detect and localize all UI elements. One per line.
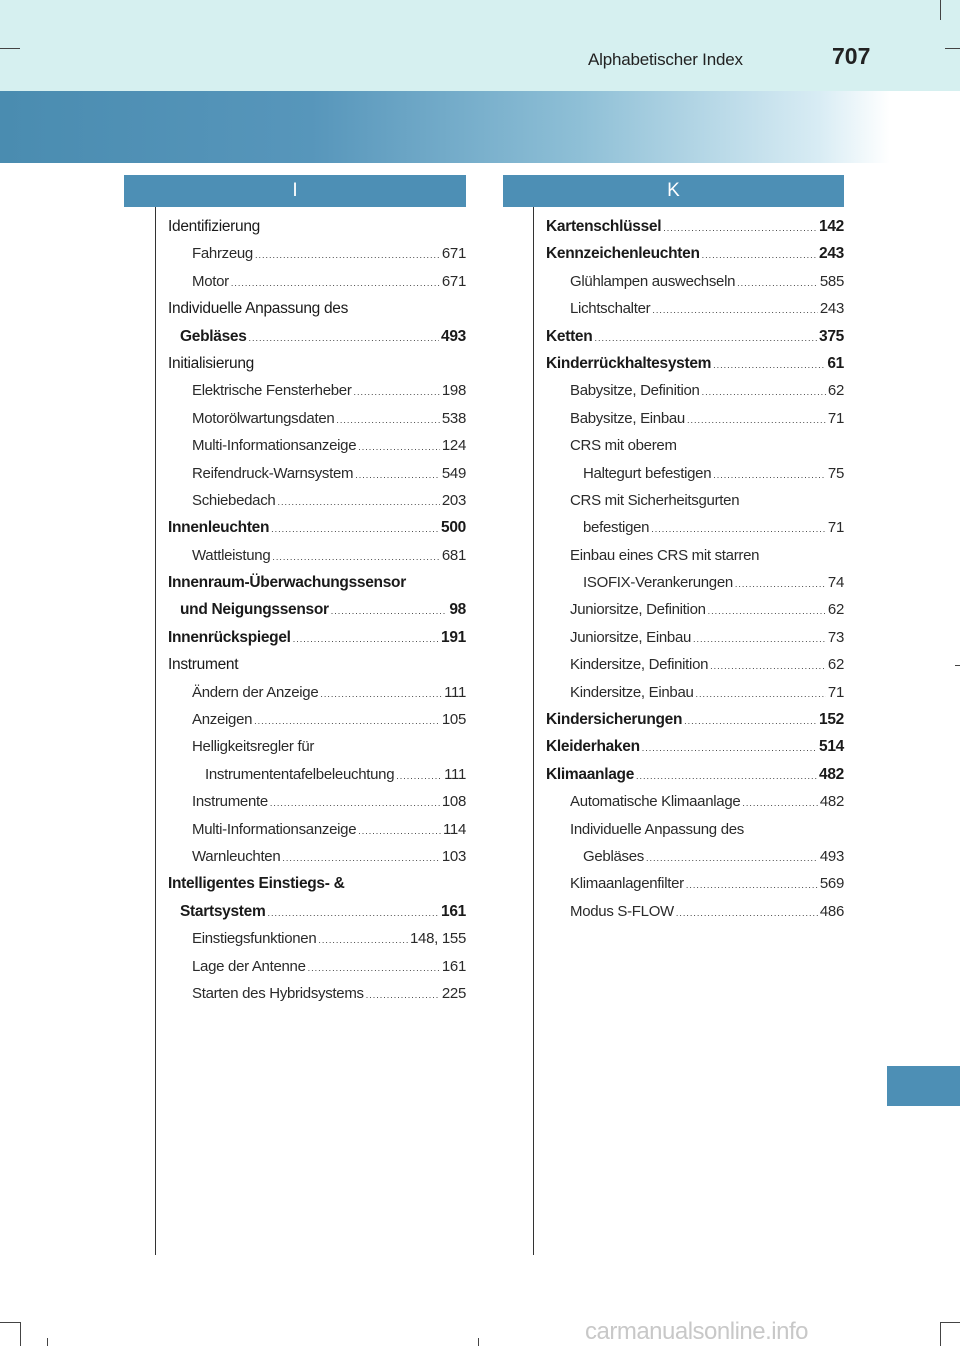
index-page-ref: 161 xyxy=(441,957,466,975)
index-entry xyxy=(546,240,844,267)
dot-leader xyxy=(355,462,440,489)
index-term: Klimaanlagenfilter xyxy=(570,875,684,893)
index-entry xyxy=(168,460,466,487)
page-number: 707 xyxy=(832,43,871,69)
index-page-ref: 142 xyxy=(819,218,844,235)
index-entry xyxy=(168,980,466,1007)
index-entry xyxy=(168,843,466,870)
crop-mark xyxy=(478,1338,479,1346)
index-entry xyxy=(546,706,844,733)
index-term: CRS mit Sicherheitsgurten xyxy=(570,491,740,509)
index-page-ref: 493 xyxy=(441,327,466,345)
index-entry xyxy=(546,487,844,514)
index-page-ref: 62 xyxy=(827,656,844,674)
index-entry xyxy=(168,514,466,541)
dot-leader xyxy=(684,708,817,735)
index-term: Babysitze, Definition xyxy=(570,382,700,400)
index-page-ref: 108 xyxy=(441,793,466,811)
dot-leader xyxy=(308,955,440,982)
index-page-ref: 514 xyxy=(819,738,844,756)
index-entry xyxy=(168,213,466,240)
index-entry xyxy=(168,870,466,897)
watermark: carmanualsonline.info xyxy=(585,1318,808,1345)
index-page-ref: 111 xyxy=(444,683,466,701)
index-term: Kindersitze, Einbau xyxy=(570,683,694,701)
index-entry xyxy=(168,651,466,678)
index-page-ref: 671 xyxy=(441,245,466,263)
index-entry xyxy=(546,542,844,569)
index-term: Kinderrückhaltesystem xyxy=(546,354,712,372)
index-page-ref: 152 xyxy=(819,711,844,729)
dot-leader xyxy=(693,626,826,653)
dot-leader xyxy=(636,763,817,790)
index-entry xyxy=(168,624,466,651)
index-entry xyxy=(546,213,844,240)
index-entry xyxy=(168,405,466,432)
index-term: Intelligentes Einstiegs- & xyxy=(168,875,345,893)
index-page-ref: 103 xyxy=(441,847,466,865)
index-entry xyxy=(168,377,466,404)
dot-leader xyxy=(293,626,439,653)
index-term: Lage der Antenne xyxy=(192,957,306,975)
index-term: Gebläses xyxy=(583,847,644,865)
index-entry xyxy=(168,679,466,706)
dot-leader xyxy=(320,681,442,708)
index-entry xyxy=(546,460,844,487)
index-entry xyxy=(546,514,844,541)
column-divider-right xyxy=(533,207,534,1255)
index-term: Kindersitze, Definition xyxy=(570,656,709,674)
index-term: Identifizierung xyxy=(168,218,261,235)
index-entry xyxy=(168,898,466,925)
column-divider-left xyxy=(155,207,156,1255)
dot-leader xyxy=(642,735,817,762)
index-page-ref: 105 xyxy=(441,711,466,729)
index-entry xyxy=(546,569,844,596)
crop-mark xyxy=(0,48,20,49)
dot-leader xyxy=(336,407,439,434)
index-term: Elektrische Fensterheber xyxy=(192,382,352,400)
index-entry xyxy=(168,487,466,514)
dot-leader xyxy=(713,352,825,379)
index-entry xyxy=(546,432,844,459)
index-entry xyxy=(168,706,466,733)
index-entry xyxy=(546,596,844,623)
index-entry xyxy=(546,679,844,706)
index-term: Juniorsitze, Einbau xyxy=(570,628,692,646)
index-page-ref: 114 xyxy=(442,820,466,838)
index-entry xyxy=(546,761,844,788)
dot-leader xyxy=(282,845,439,872)
index-term: Innenrückspiegel xyxy=(168,628,291,646)
index-entry xyxy=(168,953,466,980)
index-term: Ketten xyxy=(546,327,593,345)
index-entry xyxy=(168,432,466,459)
index-page-ref: 243 xyxy=(819,300,844,318)
section-header-k: K xyxy=(503,175,844,207)
index-entry xyxy=(168,733,466,760)
index-entry xyxy=(546,788,844,815)
dot-leader xyxy=(742,790,817,817)
index-page-ref: 191 xyxy=(441,628,466,646)
dot-leader xyxy=(696,681,826,708)
index-term: Ändern der Anzeige xyxy=(192,683,319,701)
index-term: Modus S-FLOW xyxy=(570,902,674,920)
index-entry xyxy=(168,788,466,815)
dot-leader xyxy=(686,872,818,899)
index-term: Innenraum-Überwachungssensor xyxy=(168,574,406,592)
dot-leader xyxy=(231,270,440,297)
index-term: Startsystem xyxy=(180,902,266,920)
index-column-k xyxy=(546,213,844,925)
chapter-thumb-tab xyxy=(887,1066,960,1106)
index-page-ref: 62 xyxy=(827,382,844,400)
index-page-ref: 62 xyxy=(827,601,844,619)
index-term: Kartenschlüssel xyxy=(546,218,662,235)
index-entry xyxy=(168,925,466,952)
index-entry xyxy=(546,268,844,295)
index-term: Fahrzeug xyxy=(192,245,253,263)
index-page-ref: 74 xyxy=(827,574,844,592)
index-term: Motorölwartungsdaten xyxy=(192,409,335,427)
dot-leader xyxy=(710,653,826,680)
index-term: Initialisierung xyxy=(168,354,254,372)
decorative-gradient-band xyxy=(0,91,890,163)
index-term: Kleiderhaken xyxy=(546,738,640,756)
index-term: befestigen xyxy=(583,519,650,537)
index-entry xyxy=(546,898,844,925)
index-page-ref: 500 xyxy=(441,519,466,537)
index-entry xyxy=(546,624,844,651)
crop-mark xyxy=(20,1322,21,1346)
index-page-ref: 111 xyxy=(444,765,466,783)
index-term: Instrumententafelbeleuchtung xyxy=(205,765,395,783)
dot-leader xyxy=(270,790,440,817)
index-entry xyxy=(546,377,844,404)
index-entry xyxy=(546,651,844,678)
dot-leader xyxy=(735,571,826,598)
index-term: Einbau eines CRS mit starren xyxy=(570,546,760,564)
index-term: Automatische Klimaanlage xyxy=(570,793,741,811)
index-entry xyxy=(168,268,466,295)
index-page-ref: 124 xyxy=(441,437,466,455)
section-header-i: I xyxy=(124,175,466,207)
index-term: Motor xyxy=(192,272,229,290)
index-term: Innenleuchten xyxy=(168,519,270,537)
index-page-ref: 61 xyxy=(827,354,844,372)
dot-leader xyxy=(354,379,440,406)
crop-mark xyxy=(0,1322,20,1323)
dot-leader xyxy=(254,708,440,735)
index-term: Multi-Informationsanzeige xyxy=(192,820,357,838)
index-term: ISOFIX-Verankerungen xyxy=(583,574,733,592)
crop-mark xyxy=(47,1338,48,1346)
index-term: Individuelle Anpassung des xyxy=(168,300,349,318)
index-page-ref: 71 xyxy=(827,409,844,427)
dot-leader xyxy=(318,927,408,954)
index-page-ref: 375 xyxy=(819,327,844,345)
index-entry xyxy=(168,240,466,267)
index-page-ref: 243 xyxy=(819,245,844,263)
index-term: Glühlampen auswechseln xyxy=(570,272,736,290)
dot-leader xyxy=(713,462,826,489)
index-entry xyxy=(168,761,466,788)
dot-leader xyxy=(676,900,818,927)
dot-leader xyxy=(358,818,441,845)
crop-mark xyxy=(945,48,960,49)
index-term: Starten des Hybridsystems xyxy=(192,984,364,1002)
index-entry xyxy=(546,816,844,843)
index-entry xyxy=(546,350,844,377)
index-term: Anzeigen xyxy=(192,711,253,729)
index-term: Gebläses xyxy=(180,327,247,345)
index-entry xyxy=(168,596,466,623)
dot-leader xyxy=(646,845,818,872)
index-term: Lichtschalter xyxy=(570,300,651,318)
index-entry xyxy=(546,295,844,322)
index-entry xyxy=(168,569,466,596)
header-band xyxy=(0,0,960,91)
index-page-ref: 148, 155 xyxy=(410,930,466,948)
index-page-ref: 585 xyxy=(819,272,844,290)
crop-mark xyxy=(955,665,960,666)
index-term: Individuelle Anpassung des xyxy=(570,820,745,838)
dot-leader xyxy=(687,407,826,434)
index-page-ref: 73 xyxy=(827,628,844,646)
index-page-ref: 75 xyxy=(827,464,844,482)
index-term: Haltegurt befestigen xyxy=(583,464,712,482)
dot-leader xyxy=(255,242,440,269)
dot-leader xyxy=(651,516,826,543)
dot-leader xyxy=(652,297,818,324)
dot-leader xyxy=(272,544,439,571)
dot-leader xyxy=(708,598,826,625)
index-page-ref: 493 xyxy=(819,847,844,865)
dot-leader xyxy=(737,270,818,297)
index-page-ref: 71 xyxy=(827,519,844,537)
index-term: Kindersicherungen xyxy=(546,711,683,729)
index-entry xyxy=(546,323,844,350)
index-entry xyxy=(168,816,466,843)
crop-mark xyxy=(940,1322,941,1346)
index-page-ref: 203 xyxy=(441,491,466,509)
dot-leader xyxy=(277,489,439,516)
dot-leader xyxy=(366,982,440,1009)
dot-leader xyxy=(594,325,817,352)
crop-mark xyxy=(940,0,941,20)
index-term: und Neigungssensor xyxy=(180,601,329,619)
index-entry xyxy=(168,323,466,350)
index-page-ref: 98 xyxy=(449,601,466,619)
index-entry xyxy=(546,870,844,897)
index-entry xyxy=(168,350,466,377)
index-term: Instrument xyxy=(168,656,239,674)
index-entry xyxy=(168,542,466,569)
dot-leader xyxy=(702,242,817,269)
index-entry xyxy=(546,405,844,432)
dot-leader xyxy=(331,598,448,625)
index-page-ref: 549 xyxy=(441,464,466,482)
index-term: Helligkeitsregler für xyxy=(192,738,315,756)
index-page-ref: 671 xyxy=(441,272,466,290)
dot-leader xyxy=(702,379,826,406)
index-term: Einstiegsfunktionen xyxy=(192,930,317,948)
index-term: Warnleuchten xyxy=(192,847,281,865)
index-entry xyxy=(168,295,466,322)
dot-leader xyxy=(663,215,817,242)
dot-leader xyxy=(396,763,442,790)
index-term: Multi-Informationsanzeige xyxy=(192,437,357,455)
dot-leader xyxy=(249,325,439,352)
index-term: Klimaanlage xyxy=(546,765,635,783)
index-page-ref: 482 xyxy=(819,793,844,811)
index-page-ref: 71 xyxy=(827,683,844,701)
page-title: Alphabetischer Index xyxy=(588,50,743,69)
index-term: Juniorsitze, Definition xyxy=(570,601,706,619)
index-term: Babysitze, Einbau xyxy=(570,409,685,427)
index-page-ref: 681 xyxy=(441,546,466,564)
index-page-ref: 569 xyxy=(819,875,844,893)
index-term: Kennzeichenleuchten xyxy=(546,245,700,263)
index-page-ref: 486 xyxy=(819,902,844,920)
index-term: Reifendruck-Warnsystem xyxy=(192,464,354,482)
dot-leader xyxy=(358,434,440,461)
index-page-ref: 198 xyxy=(441,382,466,400)
index-page-ref: 161 xyxy=(441,902,466,920)
index-term: Instrumente xyxy=(192,793,268,811)
index-page-ref: 482 xyxy=(819,765,844,783)
index-column-i xyxy=(168,213,466,1007)
index-page-ref: 538 xyxy=(441,409,466,427)
index-page-ref: 225 xyxy=(441,984,466,1002)
index-entry xyxy=(546,733,844,760)
index-term: Wattleistung xyxy=(192,546,271,564)
dot-leader xyxy=(271,516,439,543)
crop-mark xyxy=(940,1322,960,1323)
index-entry xyxy=(546,843,844,870)
index-term: CRS mit oberem xyxy=(570,437,677,455)
index-term: Schiebedach xyxy=(192,491,276,509)
dot-leader xyxy=(267,900,439,927)
